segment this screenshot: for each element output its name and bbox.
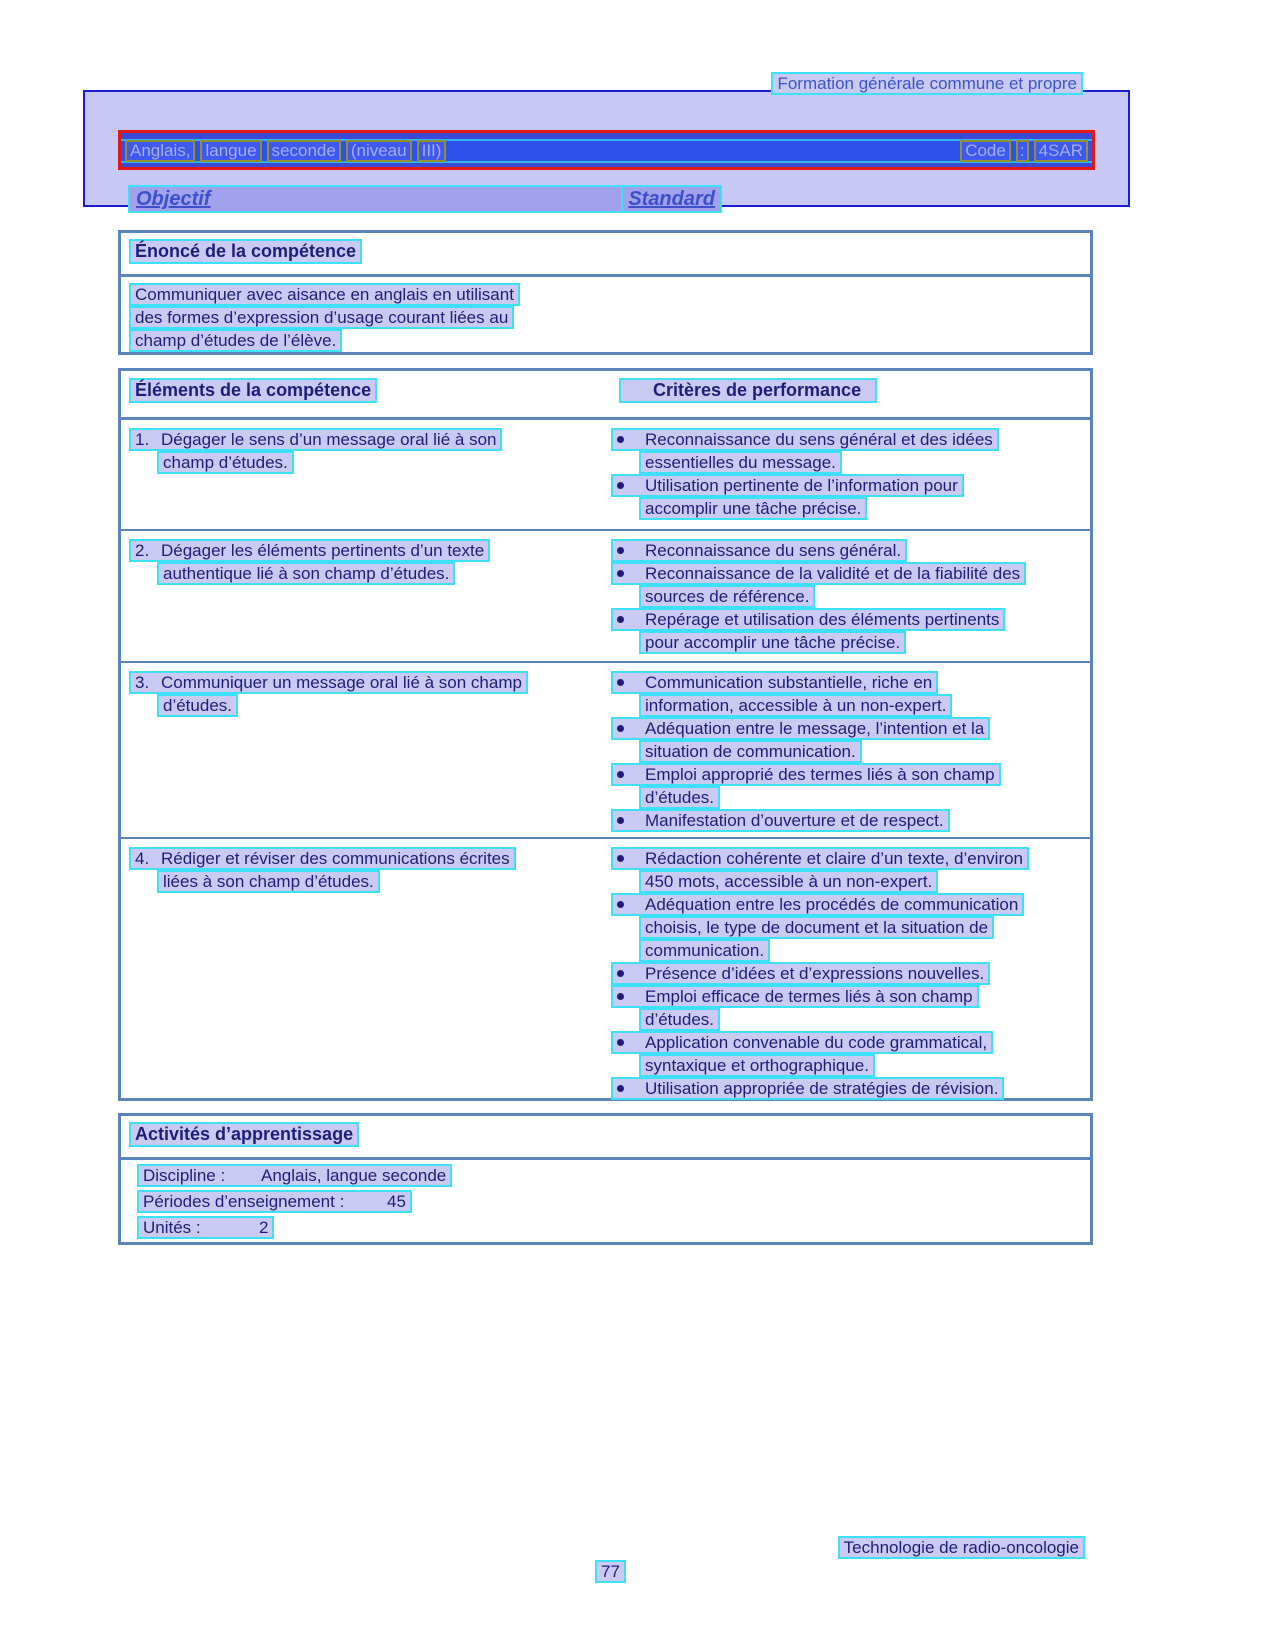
element-number: 1. — [135, 430, 150, 449]
criterion-text-line: d’études. — [639, 786, 720, 809]
criterion-text-line: Emploi efficace de termes liés à son champ — [611, 985, 979, 1008]
course-title-band — [121, 139, 1092, 163]
unites-value: 2 — [259, 1218, 269, 1237]
table-header-row — [121, 371, 1090, 420]
periodes-line — [137, 1190, 412, 1213]
criterion-text-line: Reconnaissance du sens général. — [611, 539, 907, 562]
activites-row — [129, 1164, 1090, 1190]
criterion-text-line: accomplir une tâche précise. — [639, 497, 867, 520]
criterion-text-line: communication. — [639, 939, 770, 962]
code-separator: : — [1016, 140, 1029, 162]
element-cell — [121, 428, 611, 529]
bullet-icon — [617, 1039, 624, 1046]
page-number: 77 — [595, 1560, 626, 1583]
enonce-title-row — [121, 233, 1090, 277]
criterion-text-line: Reconnaissance du sens général et des idées — [611, 428, 999, 451]
course-title-bar — [118, 130, 1095, 170]
element-text-line: champ d’études. — [157, 451, 294, 474]
element-text-line: authentique lié à son champ d’études. — [157, 562, 455, 585]
unites-line — [137, 1216, 274, 1239]
bullet-icon — [617, 570, 624, 577]
criterion-text-line: sources de référence. — [639, 585, 815, 608]
standard-heading-box — [621, 185, 722, 213]
bullet-icon — [617, 771, 624, 778]
bullet-icon — [617, 817, 624, 824]
competence-row-2 — [121, 531, 1090, 663]
bullet-icon — [617, 547, 624, 554]
element-text-line: 3. Communiquer un message oral lié à son champ — [129, 671, 528, 694]
competence-row-1 — [121, 420, 1090, 531]
criteria-cell — [611, 428, 1090, 529]
criteres-header: Critères de performance — [619, 378, 877, 403]
course-word: Anglais, — [125, 140, 195, 162]
course-word: langue — [200, 140, 261, 162]
activites-row — [129, 1190, 1090, 1216]
criterion-text-line: Application convenable du code grammatical, — [611, 1031, 993, 1054]
element-text-line: liées à son champ d’études. — [157, 870, 380, 893]
element-text-line: 4. Rédiger et réviser des communications écrites — [129, 847, 516, 870]
discipline-label: Discipline : — [143, 1166, 226, 1185]
criterion-text-line: Emploi approprié des termes liés à son champ — [611, 763, 1001, 786]
course-title-words — [125, 140, 451, 162]
criterion-text-line: 450 mots, accessible à un non-expert. — [639, 870, 938, 893]
criterion-text-line: d’études. — [639, 1008, 720, 1031]
table-rows — [121, 420, 1090, 1105]
course-word: (niveau — [346, 140, 412, 162]
bullet-icon — [617, 970, 624, 977]
criterion-text-line: situation de communication. — [639, 740, 862, 763]
enonce-line: champ d’études de l’élève. — [129, 329, 342, 352]
criterion-text-line: syntaxique et orthographique. — [639, 1054, 875, 1077]
criterion-text-line: information, accessible à un non-expert. — [639, 694, 952, 717]
criteria-cell — [611, 671, 1090, 837]
running-head: Formation générale commune et propre — [771, 72, 1083, 95]
competence-row-3 — [121, 663, 1090, 839]
element-text-line: 1. Dégager le sens d’un message oral lié à son — [129, 428, 502, 451]
elements-header-cell — [121, 378, 619, 417]
bullet-icon — [617, 901, 624, 908]
periodes-value: 45 — [387, 1192, 406, 1211]
criterion-text-line: Adéquation entre le message, l’intention et la — [611, 717, 990, 740]
bullet-icon — [617, 993, 624, 1000]
footer-program-name: Technologie de radio-oncologie — [838, 1536, 1085, 1559]
bullet-icon — [617, 679, 624, 686]
bullet-icon — [617, 482, 624, 489]
competence-row-4 — [121, 839, 1090, 1105]
element-cell — [121, 847, 611, 1105]
code-value: 4SAR — [1034, 140, 1088, 162]
course-word: seconde — [267, 140, 341, 162]
bullet-icon — [617, 436, 624, 443]
criteria-cell — [611, 847, 1090, 1105]
criteria-cell — [611, 539, 1090, 661]
discipline-line — [137, 1164, 452, 1187]
criterion-text-line: Présence d’idées et d’expressions nouvelles. — [611, 962, 990, 985]
criterion-text-line: Repérage et utilisation des éléments pertinents — [611, 608, 1005, 631]
element-number: 4. — [135, 849, 150, 868]
code-label: Code — [960, 140, 1011, 162]
criterion-text-line: choisis, le type de document et la situation de — [639, 916, 994, 939]
course-word: III) — [417, 140, 447, 162]
criterion-text-line: essentielles du message. — [639, 451, 842, 474]
criterion-text-line: Manifestation d’ouverture et de respect. — [611, 809, 950, 832]
criterion-text-line: Adéquation entre les procédés de communication — [611, 893, 1024, 916]
activites-body — [121, 1160, 1090, 1242]
activites-row — [129, 1216, 1090, 1242]
activites-title-row — [121, 1116, 1090, 1160]
discipline-value: Anglais, langue seconde — [261, 1166, 447, 1185]
element-number: 3. — [135, 673, 150, 692]
element-text-line: 2. Dégager les éléments pertinents d’un texte — [129, 539, 490, 562]
bullet-icon — [617, 1085, 624, 1092]
objectif-heading: Objectif — [136, 188, 211, 210]
competence-table — [118, 368, 1093, 1101]
course-code-group — [960, 140, 1088, 162]
criteres-header-cell — [619, 378, 1090, 417]
enonce-line: Communiquer avec aisance en anglais en utilisant — [129, 283, 520, 306]
bullet-icon — [617, 855, 624, 862]
enonce-box — [118, 230, 1093, 355]
element-cell — [121, 671, 611, 837]
unites-label: Unités : — [143, 1218, 201, 1237]
bullet-icon — [617, 616, 624, 623]
enonce-title: Énoncé de la compétence — [129, 239, 362, 264]
activites-box — [118, 1113, 1093, 1245]
objectif-standard-strip — [128, 185, 722, 213]
element-text-line: d’études. — [157, 694, 238, 717]
activites-title: Activités d’apprentissage — [129, 1122, 359, 1147]
criterion-text-line: Utilisation appropriée de stratégies de révision. — [611, 1077, 1004, 1100]
bullet-icon — [617, 725, 624, 732]
criterion-text-line: Communication substantielle, riche en — [611, 671, 938, 694]
title-panel — [83, 90, 1130, 210]
periodes-label: Périodes d’enseignement : — [143, 1192, 345, 1211]
criterion-text-line: Utilisation pertinente de l’information pour — [611, 474, 964, 497]
element-cell — [121, 539, 611, 661]
enonce-line: des formes d’expression d’usage courant liées au — [129, 306, 514, 329]
criterion-text-line: Reconnaissance de la validité et de la fiabilité des — [611, 562, 1026, 585]
standard-heading: Standard — [628, 188, 715, 210]
criterion-text-line: pour accomplir une tâche précise. — [639, 631, 906, 654]
criterion-text-line: Rédaction cohérente et claire d’un texte, d’environ — [611, 847, 1029, 870]
enonce-body — [121, 277, 1090, 352]
element-number: 2. — [135, 541, 150, 560]
elements-header: Éléments de la compétence — [129, 378, 377, 403]
